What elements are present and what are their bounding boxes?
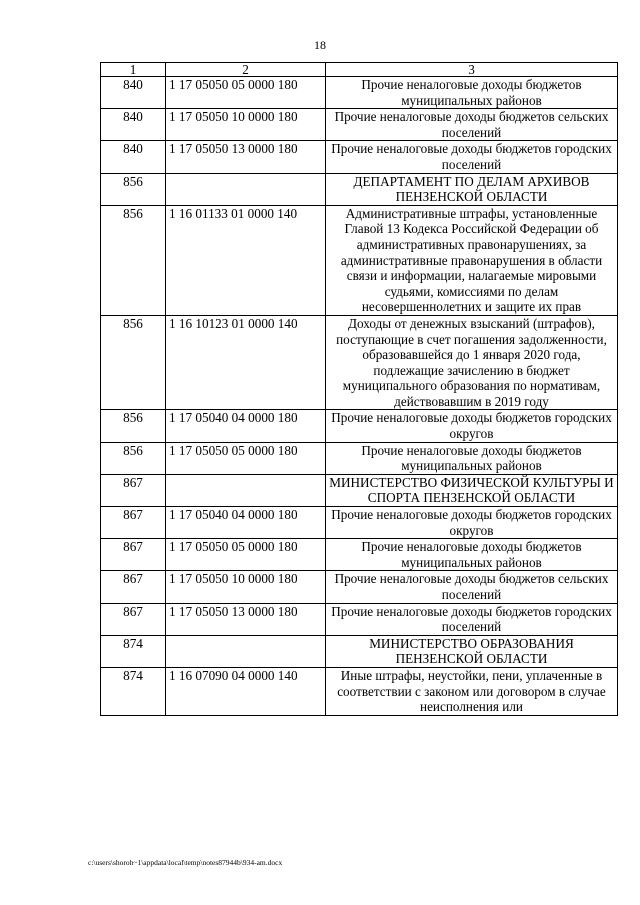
- admin-code-cell: 840: [101, 141, 166, 173]
- budget-classification-code-cell: 1 17 05050 05 0000 180: [166, 77, 326, 109]
- admin-code-cell: 856: [101, 442, 166, 474]
- table-row: [101, 539, 618, 571]
- admin-code-cell: 867: [101, 571, 166, 603]
- income-description-cell: Административные штрафы, установленные Главой 13 Кодекса Российской Федерации об административных правонарушениях, за административные правонарушения в области связи и информации, налагаемые мировыми судьями, комиссиями по делам несовершеннолетних и защите их прав: [326, 205, 618, 315]
- department-name-cell: МИНИСТЕРСТВО ФИЗИЧЕСКОЙ КУЛЬТУРЫ И СПОРТА ПЕНЗЕНСКОЙ ОБЛАСТИ: [326, 474, 618, 506]
- budget-classification-code-cell: 1 17 05050 10 0000 180: [166, 571, 326, 603]
- admin-code-cell: 874: [101, 635, 166, 667]
- column-header-3: 3: [326, 63, 618, 77]
- table-row: [101, 571, 618, 603]
- budget-classification-code-cell: [166, 173, 326, 205]
- income-description-cell: Прочие неналоговые доходы бюджетов городских округов: [326, 507, 618, 539]
- admin-code-cell: 840: [101, 109, 166, 141]
- table-row: [101, 635, 618, 667]
- admin-code-cell: 874: [101, 667, 166, 715]
- income-description-cell: Прочие неналоговые доходы бюджетов городских округов: [326, 410, 618, 442]
- budget-classification-code-cell: 1 17 05040 04 0000 180: [166, 410, 326, 442]
- table-row: [101, 315, 618, 410]
- table-header-row: [101, 63, 618, 77]
- table-row: [101, 603, 618, 635]
- table-row: [101, 410, 618, 442]
- table-row: [101, 173, 618, 205]
- table-row: [101, 77, 618, 109]
- admin-code-cell: 856: [101, 410, 166, 442]
- budget-classification-code-cell: 1 17 05050 05 0000 180: [166, 442, 326, 474]
- budget-classification-code-cell: 1 16 07090 04 0000 140: [166, 667, 326, 715]
- budget-classification-code-cell: [166, 474, 326, 506]
- table-row: [101, 442, 618, 474]
- page-number: 18: [314, 38, 326, 52]
- budget-classification-code-cell: [166, 635, 326, 667]
- admin-code-cell: 840: [101, 77, 166, 109]
- file-path-footer: c:\users\shoroh~1\appdata\local\temp\notes87944b\934-am.docx: [88, 858, 283, 867]
- income-description-cell: Доходы от денежных взысканий (штрафов), поступающие в счет погашения задолженности, образовавшейся до 1 января 2020 года, подлежащие зачислению в бюджет муниципального образования по нормативам, действовавшим в 2019 году: [326, 315, 618, 410]
- admin-code-cell: 867: [101, 603, 166, 635]
- table-row: [101, 474, 618, 506]
- budget-classification-code-cell: 1 17 05050 10 0000 180: [166, 109, 326, 141]
- income-description-cell: Прочие неналоговые доходы бюджетов городских поселений: [326, 603, 618, 635]
- table-row: [101, 205, 618, 315]
- income-description-cell: Прочие неналоговые доходы бюджетов городских поселений: [326, 141, 618, 173]
- department-name-cell: ДЕПАРТАМЕНТ ПО ДЕЛАМ АРХИВОВ ПЕНЗЕНСКОЙ ОБЛАСТИ: [326, 173, 618, 205]
- table-row: [101, 667, 618, 715]
- admin-code-cell: 856: [101, 205, 166, 315]
- admin-code-cell: 867: [101, 507, 166, 539]
- income-description-cell: Прочие неналоговые доходы бюджетов сельских поселений: [326, 109, 618, 141]
- budget-classification-code-cell: 1 16 10123 01 0000 140: [166, 315, 326, 410]
- admin-code-cell: 856: [101, 315, 166, 410]
- table-row: [101, 141, 618, 173]
- admin-code-cell: 867: [101, 539, 166, 571]
- budget-classification-code-cell: 1 17 05050 05 0000 180: [166, 539, 326, 571]
- admin-code-cell: 867: [101, 474, 166, 506]
- income-description-cell: Иные штрафы, неустойки, пени, уплаченные в соответствии с законом или договором в случае неисполнения или: [326, 667, 618, 715]
- budget-classification-code-cell: 1 17 05050 13 0000 180: [166, 141, 326, 173]
- income-codes-table: [100, 62, 618, 716]
- column-header-1: 1: [101, 63, 166, 77]
- column-header-2: 2: [166, 63, 326, 77]
- income-description-cell: Прочие неналоговые доходы бюджетов сельских поселений: [326, 571, 618, 603]
- income-description-cell: Прочие неналоговые доходы бюджетов муниципальных районов: [326, 539, 618, 571]
- income-description-cell: Прочие неналоговые доходы бюджетов муниципальных районов: [326, 442, 618, 474]
- budget-classification-code-cell: 1 16 01133 01 0000 140: [166, 205, 326, 315]
- table-row: [101, 109, 618, 141]
- admin-code-cell: 856: [101, 173, 166, 205]
- budget-classification-code-cell: 1 17 05050 13 0000 180: [166, 603, 326, 635]
- budget-classification-code-cell: 1 17 05040 04 0000 180: [166, 507, 326, 539]
- department-name-cell: МИНИСТЕРСТВО ОБРАЗОВАНИЯ ПЕНЗЕНСКОЙ ОБЛАСТИ: [326, 635, 618, 667]
- income-description-cell: Прочие неналоговые доходы бюджетов муниципальных районов: [326, 77, 618, 109]
- table-row: [101, 507, 618, 539]
